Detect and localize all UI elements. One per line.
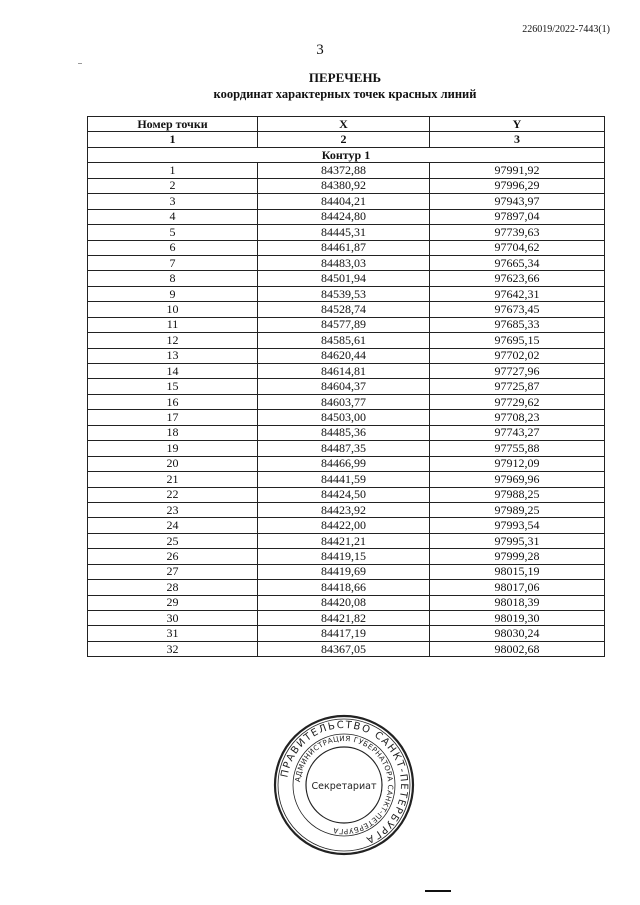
header-y: Y [430,117,605,132]
y-cell: 97727,96 [430,364,605,379]
x-cell: 84418,66 [258,580,430,595]
y-cell: 97969,96 [430,472,605,487]
y-cell: 98017,06 [430,580,605,595]
table-row [88,580,605,595]
x-cell: 84423,92 [258,502,430,517]
point-number-cell: 3 [88,194,258,209]
table-row [88,549,605,564]
point-number-cell: 23 [88,502,258,517]
table-row [88,472,605,487]
x-cell: 84501,94 [258,271,430,286]
point-number-cell: 5 [88,225,258,240]
table-row [88,487,605,502]
x-cell: 84445,31 [258,225,430,240]
page-number: 3 [316,42,324,58]
scan-mark [78,63,82,64]
table-row [88,410,605,425]
y-cell: 97704,62 [430,240,605,255]
seal-center-text: Секретариат [311,781,377,792]
x-cell: 84466,99 [258,456,430,471]
table-row [88,611,605,626]
point-number-cell: 1 [88,163,258,178]
table-row [88,255,605,270]
x-cell: 84485,36 [258,425,430,440]
y-cell: 97739,63 [430,225,605,240]
x-cell: 84421,82 [258,611,430,626]
table-row [88,441,605,456]
x-cell: 84419,69 [258,564,430,579]
y-cell: 97912,09 [430,456,605,471]
point-number-cell: 26 [88,549,258,564]
y-cell: 97989,25 [430,502,605,517]
point-number-cell: 25 [88,533,258,548]
point-number-cell: 10 [88,302,258,317]
point-number-cell: 20 [88,456,258,471]
y-cell: 97665,34 [430,255,605,270]
point-number-cell: 6 [88,240,258,255]
x-cell: 84528,74 [258,302,430,317]
point-number-cell: 21 [88,472,258,487]
y-cell: 97943,97 [430,194,605,209]
table-row [88,178,605,193]
table-row [88,209,605,224]
point-number-cell: 27 [88,564,258,579]
y-cell: 97708,23 [430,410,605,425]
point-number-cell: 9 [88,286,258,301]
table-row [88,194,605,209]
x-cell: 84404,21 [258,194,430,209]
y-cell: 97996,29 [430,178,605,193]
y-cell: 97695,15 [430,333,605,348]
point-number-cell: 31 [88,626,258,641]
table-row [88,286,605,301]
x-cell: 84422,00 [258,518,430,533]
point-number-cell: 22 [88,487,258,502]
table-row [88,333,605,348]
coordinates-table [87,116,605,657]
y-cell: 97725,87 [430,379,605,394]
y-cell: 97623,66 [430,271,605,286]
x-cell: 84421,21 [258,533,430,548]
table-row [88,456,605,471]
header-x: X [258,117,430,132]
table-row [88,425,605,440]
table-row [88,564,605,579]
point-number-cell: 28 [88,580,258,595]
x-cell: 84461,87 [258,240,430,255]
table-header-row [88,117,605,132]
point-number-cell: 7 [88,255,258,270]
table-row [88,364,605,379]
point-number-cell: 29 [88,595,258,610]
page-subtitle: координат характерных точек красных линий [213,87,477,101]
y-cell: 97642,31 [430,286,605,301]
table-row [88,394,605,409]
y-cell: 98019,30 [430,611,605,626]
table-row [88,641,605,656]
x-cell: 84380,92 [258,178,430,193]
y-cell: 97729,62 [430,394,605,409]
x-cell: 84539,53 [258,286,430,301]
y-cell: 97999,28 [430,549,605,564]
page-title: ПЕРЕЧЕНЬ [308,70,382,85]
x-cell: 84604,37 [258,379,430,394]
y-cell: 97993,54 [430,518,605,533]
column-number-row [88,132,605,147]
table-row [88,379,605,394]
y-cell: 98030,24 [430,626,605,641]
contour-label: Контур 1 [88,147,605,162]
x-cell: 84419,15 [258,549,430,564]
point-number-cell: 24 [88,518,258,533]
x-cell: 84585,61 [258,333,430,348]
x-cell: 84441,59 [258,472,430,487]
x-cell: 84372,88 [258,163,430,178]
footer-line [425,890,451,892]
y-cell: 98015,19 [430,564,605,579]
point-number-cell: 19 [88,441,258,456]
y-cell: 97897,04 [430,209,605,224]
x-cell: 84483,03 [258,255,430,270]
x-cell: 84503,00 [258,410,430,425]
table-row [88,271,605,286]
point-number-cell: 8 [88,271,258,286]
point-number-cell: 32 [88,641,258,656]
point-number-cell: 13 [88,348,258,363]
secretariat-seal [272,713,416,857]
x-cell: 84367,05 [258,641,430,656]
x-cell: 84424,80 [258,209,430,224]
column-number-3: 3 [430,132,605,147]
y-cell: 98018,39 [430,595,605,610]
y-cell: 98002,68 [430,641,605,656]
y-cell: 97702,02 [430,348,605,363]
x-cell: 84614,81 [258,364,430,379]
point-number-cell: 18 [88,425,258,440]
table-row [88,240,605,255]
x-cell: 84420,08 [258,595,430,610]
y-cell: 97685,33 [430,317,605,332]
table-row [88,502,605,517]
point-number-cell: 14 [88,364,258,379]
table-row [88,626,605,641]
table-row [88,225,605,240]
y-cell: 97991,92 [430,163,605,178]
contour-row [88,147,605,162]
table-row [88,518,605,533]
x-cell: 84417,19 [258,626,430,641]
x-cell: 84487,35 [258,441,430,456]
seal-outer-text: ПРАВИТЕЛЬСТВО САНКТ-ПЕТЕРБУРГА [279,719,410,846]
y-cell: 97988,25 [430,487,605,502]
x-cell: 84577,89 [258,317,430,332]
table-row [88,533,605,548]
point-number-cell: 17 [88,410,258,425]
x-cell: 84603,77 [258,394,430,409]
point-number-cell: 12 [88,333,258,348]
header-point-number: Номер точки [88,117,258,132]
table-row [88,302,605,317]
y-cell: 97755,88 [430,441,605,456]
point-number-cell: 16 [88,394,258,409]
table-row [88,348,605,363]
y-cell: 97995,31 [430,533,605,548]
y-cell: 97743,27 [430,425,605,440]
x-cell: 84424,50 [258,487,430,502]
point-number-cell: 15 [88,379,258,394]
point-number-cell: 30 [88,611,258,626]
x-cell: 84620,44 [258,348,430,363]
table-row [88,317,605,332]
point-number-cell: 2 [88,178,258,193]
y-cell: 97673,45 [430,302,605,317]
point-number-cell: 11 [88,317,258,332]
document-number: 226019/2022-7443(1) [522,24,610,35]
column-number-1: 1 [88,132,258,147]
column-number-2: 2 [258,132,430,147]
seal-inner-text: АДМИНИСТРАЦИЯ ГУБЕРНАТОРА САНКТ-ПЕТЕРБУРГА [293,733,396,837]
table-row [88,595,605,610]
table-row [88,163,605,178]
point-number-cell: 4 [88,209,258,224]
